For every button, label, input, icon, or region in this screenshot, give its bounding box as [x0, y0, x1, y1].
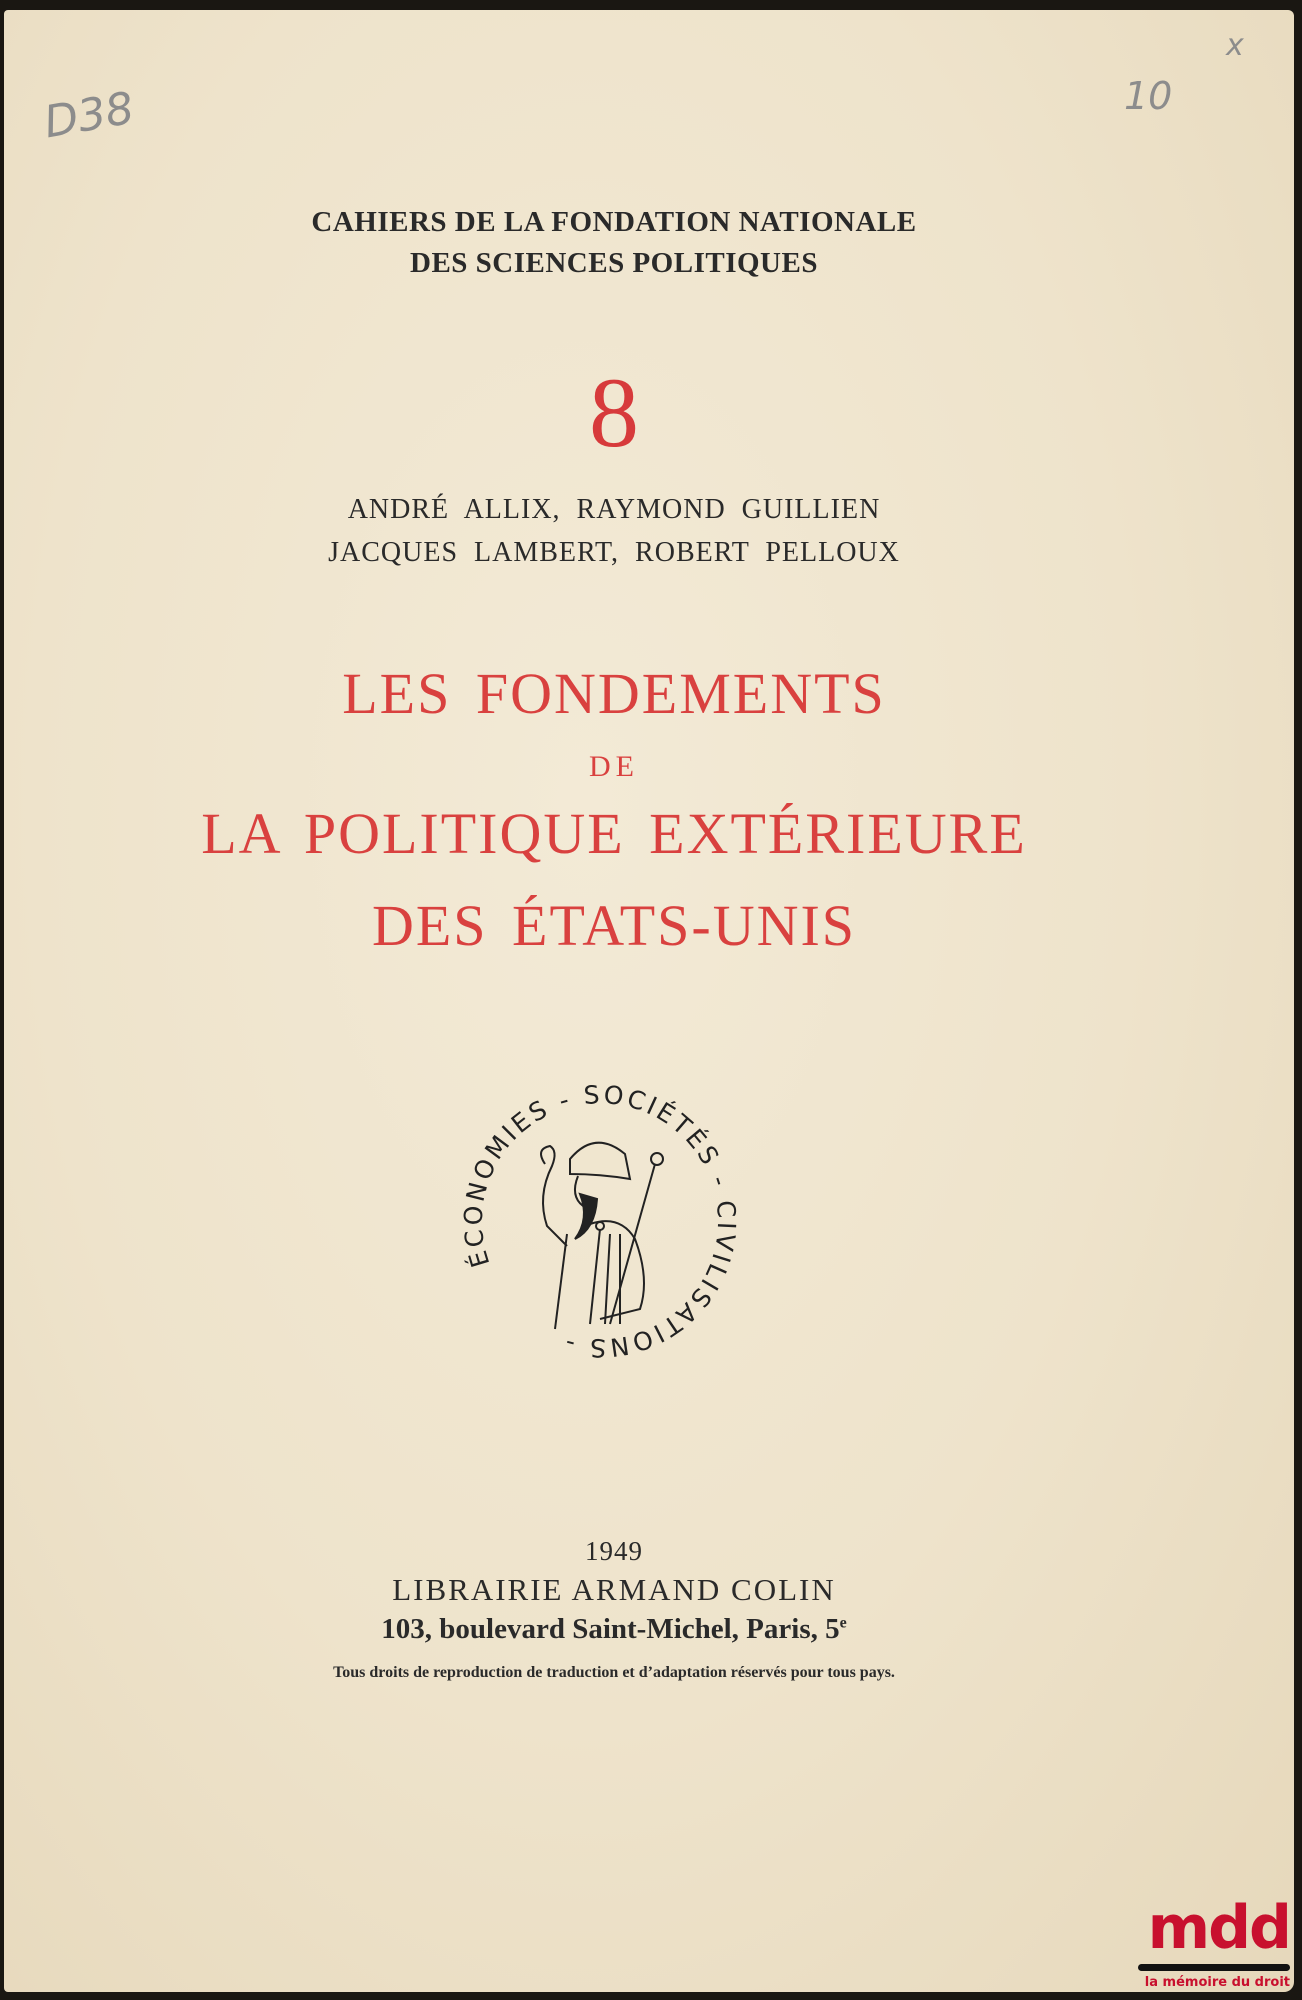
publisher-address: [4, 1613, 1224, 1646]
title-line1: LES FONDEMENTS: [342, 661, 886, 726]
handwritten-mark: x: [1226, 28, 1244, 63]
emblem-ring-text: ÉCONOMIES - SOCIÉTÉS - CIVILISATIONS -: [458, 1079, 742, 1363]
handwritten-shelfmark: D38: [40, 82, 138, 149]
series-title-line2: DES SCIENCES POLITIQUES: [410, 247, 818, 279]
address-superscript: e: [839, 1614, 847, 1632]
mdd-logo-text: mdd: [1147, 1893, 1290, 1963]
book-cover: [4, 10, 1294, 1992]
volume-number: 8: [589, 357, 639, 468]
title-line4: DES ÉTATS-UNIS: [371, 893, 857, 958]
hermes-figure-icon: [541, 1143, 663, 1329]
handwritten-number: 10: [1124, 74, 1173, 118]
title-line2: DE: [589, 750, 639, 783]
series-title-line1: CAHIERS DE LA FONDATION NATIONALE: [311, 206, 917, 238]
authors-line2: JACQUES LAMBERT, ROBERT PELLOUX: [328, 537, 900, 568]
rights-notice: Tous droits de reproduction de traduction et d’adaptation réservés pour tous pays.: [333, 1664, 895, 1681]
logo-bar: [1138, 1964, 1290, 1971]
publisher-name: LIBRAIRIE ARMAND COLIN: [392, 1572, 836, 1607]
publication-year: 1949: [585, 1536, 643, 1566]
mdd-tagline: la mémoire du droit: [1144, 1975, 1290, 1990]
address-text: 103, boulevard Saint-Michel, Paris, 5: [381, 1613, 840, 1645]
mdd-watermark-logo: [1130, 1893, 1290, 1990]
publisher-emblem: [450, 1064, 750, 1364]
title-line3: LA POLITIQUE EXTÉRIEURE: [201, 801, 1027, 866]
authors-line1: ANDRÉ ALLIX, RAYMOND GUILLIEN: [347, 494, 881, 525]
